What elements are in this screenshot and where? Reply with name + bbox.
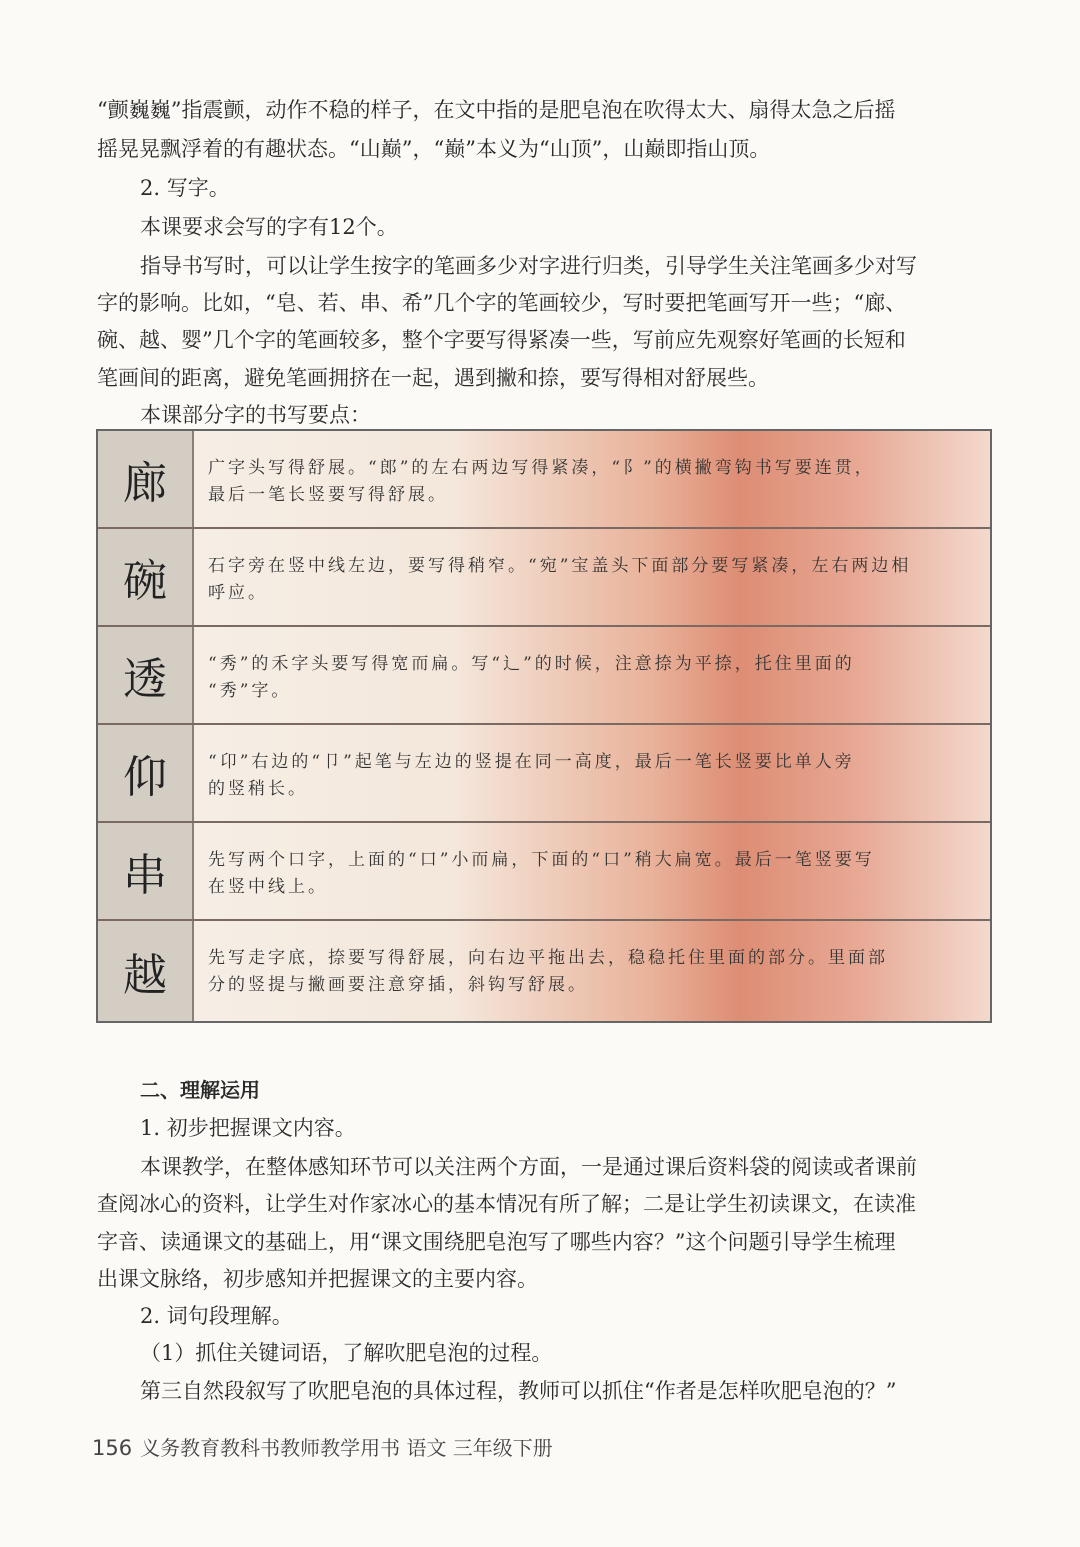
table-row [98,921,990,1021]
table-row [98,529,990,627]
paragraph-line: 笔画间的距离，避免笔画拥挤在一起，遇到撇和捺，要写得相对舒展些。 [97,366,769,390]
practice-character: 仰 [98,725,194,821]
writing-tips [208,651,978,705]
paragraph-line: 出课文脉络，初步感知并把握课文的主要内容。 [97,1267,538,1291]
paragraph-line: 本课教学，在整体感知环节可以关注两个方面，一是通过课后资料袋的阅读或者课前 [140,1155,917,1179]
section-heading: 二、理解运用 [140,1078,260,1102]
page-number: 156 [92,1436,133,1460]
tip-line: 最后一笔长竖要写得舒展。 [208,485,448,505]
practice-character: 碗 [98,529,194,625]
tip-line: 的竖稍长。 [208,779,308,799]
paragraph-line: 碗、越、婴”几个字的笔画较多，整个字要写得紧凑一些，写前应先观察好笔画的长短和 [97,328,906,352]
tip-line: “秀”的禾字头要写得宽而扁。写“辶”的时候，注意捺为平捺，托住里面的 [208,654,855,674]
paragraph-line: 查阅冰心的资料，让学生对作家冰心的基本情况有所了解；二是让学生初读课文，在读准 [97,1192,916,1216]
item-title: 2. 词句段理解。 [140,1304,293,1328]
sub-item-title: （1）抓住关键词语，了解吹肥皂泡的过程。 [140,1341,553,1365]
paragraph-line: 字的影响。比如，“皂、若、串、希”几个字的笔画较少，写时要把笔画写开一些；“廊、 [97,291,907,315]
table-row [98,725,990,823]
tip-line: “秀”字。 [208,681,292,701]
paragraph-line: 第三自然段叙写了吹肥皂泡的具体过程，教师可以抓住“作者是怎样吹肥皂泡的？” [140,1379,897,1403]
table-row [98,627,990,725]
item-title: 2. 写字。 [140,176,230,200]
writing-practice-table [96,429,992,1023]
table-row [98,431,990,529]
paragraph-line: 指导书写时，可以让学生按字的笔画多少对字进行归类，引导学生关注笔画多少对写 [140,254,917,278]
table-row [98,823,990,921]
tip-line: 广字头写得舒展。“郎”的左右两边写得紧凑，“阝”的横撇弯钩书写要连贯， [208,458,875,478]
tip-line: 先写走字底，捺要写得舒展，向右边平拖出去，稳稳托住里面的部分。里面部 [208,948,888,968]
item-title: 1. 初步把握课文内容。 [140,1116,356,1140]
tip-line: 石字旁在竖中线左边，要写得稍窄。“宛”宝盖头下面部分要写紧凑，左右两边相 [208,556,912,576]
paragraph-line: 本课要求会写的字有12个。 [140,215,398,239]
writing-tips [208,749,978,803]
tip-line: 呼应。 [208,583,268,603]
page-footer [92,1432,553,1461]
table-intro: 本课部分字的书写要点： [140,403,371,427]
practice-character: 串 [98,823,194,919]
tip-line: 先写两个口字，上面的“口”小而扁，下面的“口”稍大扁宽。最后一笔竖要写 [208,850,875,870]
tip-line: “卬”右边的“卩”起笔与左边的竖提在同一高度，最后一笔长竖要比单人旁 [208,752,855,772]
writing-tips [208,847,978,901]
tip-line: 在竖中线上。 [208,877,328,897]
practice-character: 廊 [98,431,194,527]
tip-line: 分的竖提与撇画要注意穿插，斜钩写舒展。 [208,975,588,995]
writing-tips [208,455,978,509]
book-title: 义务教育教科书教师教学用书 语文 三年级下册 [140,1436,553,1460]
paragraph-line: 摇晃晃飘浮着的有趣状态。“山巅”，“巅”本义为“山顶”，山巅即指山顶。 [97,137,771,161]
writing-tips [208,553,978,607]
practice-character: 越 [98,921,194,1021]
paragraph-line: “颤巍巍”指震颤，动作不稳的样子，在文中指的是肥皂泡在吹得太大、扇得太急之后摇 [97,98,896,122]
paragraph-line: 字音、读通课文的基础上，用“课文围绕肥皂泡写了哪些内容？”这个问题引导学生梳理 [97,1230,896,1254]
writing-tips [208,945,978,999]
practice-character: 透 [98,627,194,723]
